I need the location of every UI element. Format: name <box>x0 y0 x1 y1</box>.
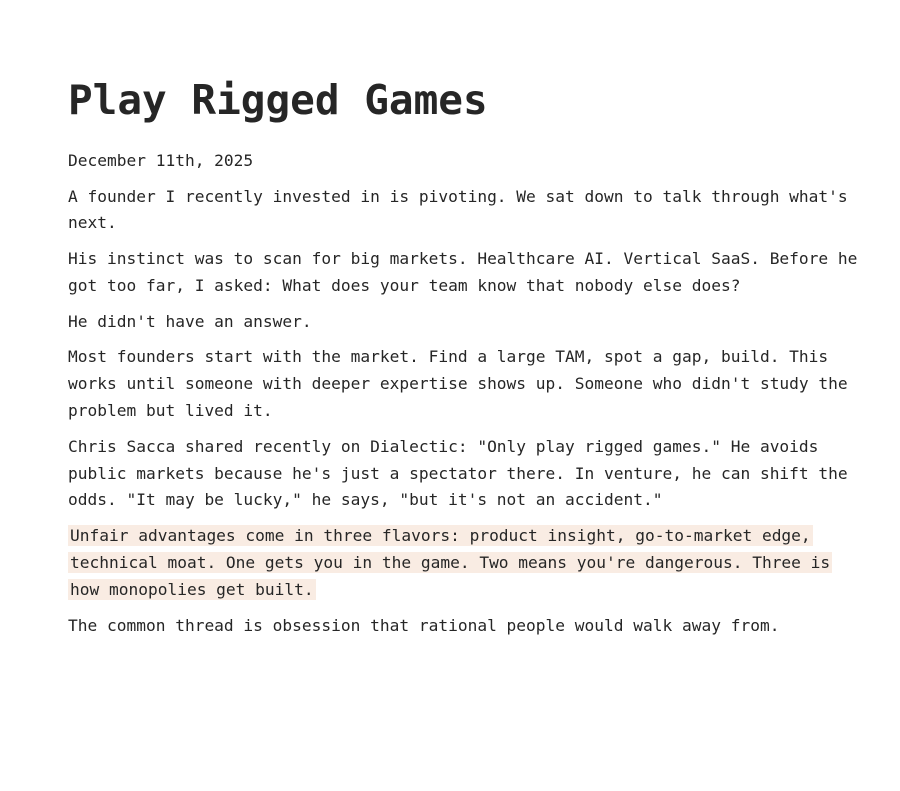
paragraph-4: Most founders start with the market. Find a large TAM, spot a gap, build. This works until someone with deeper expertise shows up. Someone who didn't study the problem but lived it. <box>68 347 848 421</box>
article <box>68 72 858 648</box>
paragraph-7: The common thread is obsession that rational people would walk away from. <box>68 615 780 635</box>
paragraph-5: Chris Sacca shared recently on Dialectic: "Only play rigged games." He avoids public markets because he's just a spectator there. In venture, he can shift the odds. "It may be lucky," he says, "but it's not an accident." <box>68 436 848 510</box>
article-date: December 11th, 2025 <box>68 151 254 170</box>
text-highlight: Unfair advantages come in three flavors: product insight, go-to-market edge, technical moat. One gets you in the game. Two means you're dangerous. Three is how monopolies get built. <box>70 526 831 599</box>
paragraph-1: A founder I recently invested in is pivoting. We sat down to talk through what's next. <box>68 186 848 233</box>
paragraph-2: His instinct was to scan for big markets. Healthcare AI. Vertical SaaS. Before he got too far, I asked: What does your team know that nobody else does? <box>68 249 858 295</box>
article-title: Play Rigged Games <box>68 76 488 124</box>
highlighted-paragraph <box>68 523 858 603</box>
paragraph-3: He didn't have an answer. <box>68 311 312 331</box>
